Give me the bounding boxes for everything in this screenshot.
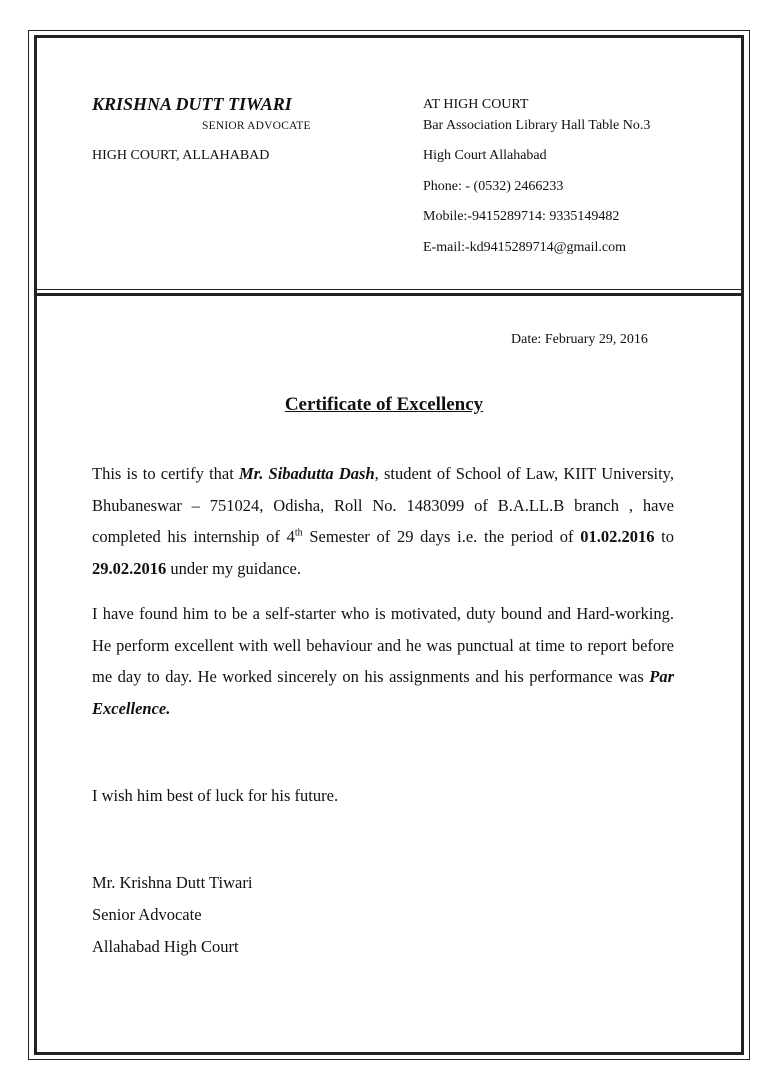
- letterhead-address-line1: AT HIGH COURT: [423, 97, 529, 112]
- para2-text: I have found him to be a self-starter who is motivated, duty bound and Hard-working. He perform excellent with well behaviour and he was punctual at time to report before me day to day. He worked sincerely on his assignments and his performance was: [92, 604, 674, 686]
- paragraph-wishes: I wish him best of luck for his future.: [92, 786, 339, 805]
- para2-emphasis: Par Excellence.: [92, 667, 674, 718]
- para1-text-c: Semester of 29 days i.e. the period of: [302, 527, 581, 546]
- letterhead-court: HIGH COURT, ALLAHABAD: [92, 148, 270, 163]
- para1-superscript: th: [294, 527, 303, 539]
- letterhead-address-line2: Bar Association Library Hall Table No.3: [423, 118, 651, 133]
- para1-text-b: , student of School of Law, KIIT University, Bhubaneswar – 751024, Odisha, Roll No. 1483099 of B.A.LL.B branch , have completed his internship of 4: [92, 464, 674, 546]
- internship-end-date: 29.02.2016: [92, 558, 167, 578]
- signature-name: Mr. Krishna Dutt Tiwari: [92, 873, 253, 892]
- para1-to-word: to: [654, 527, 674, 546]
- letterhead-designation: SENIOR ADVOCATE: [202, 120, 311, 132]
- letter-date: Date: February 29, 2016: [511, 332, 648, 347]
- letterhead-name: KRISHNA DUTT TIWARI: [92, 94, 292, 114]
- certificate-heading: [0, 394, 768, 416]
- header-divider-thin: [34, 289, 744, 290]
- paragraph-certify: [92, 458, 674, 584]
- certificate-heading-text: Certificate of Excellency: [284, 394, 484, 415]
- header-divider-thick: [34, 293, 744, 296]
- paragraph-assessment: [92, 598, 674, 724]
- para1-text-d: under my guidance.: [166, 558, 301, 578]
- letterhead-phone: Phone: - (0532) 2466233: [423, 179, 564, 194]
- letterhead-mobile: Mobile:-9415289714: 9335149482: [423, 209, 620, 224]
- letterhead-address-line3: High Court Allahabad: [423, 148, 547, 163]
- para1-text-a: This is to certify that: [92, 464, 240, 483]
- signature-title: Senior Advocate: [92, 905, 202, 924]
- student-name: Mr. Sibadutta Dash: [239, 464, 375, 483]
- letterhead-email: E-mail:-kd9415289714@gmail.com: [423, 240, 627, 255]
- internship-start-date: 01.02.2016: [580, 527, 655, 546]
- signature-court: Allahabad High Court: [92, 937, 239, 956]
